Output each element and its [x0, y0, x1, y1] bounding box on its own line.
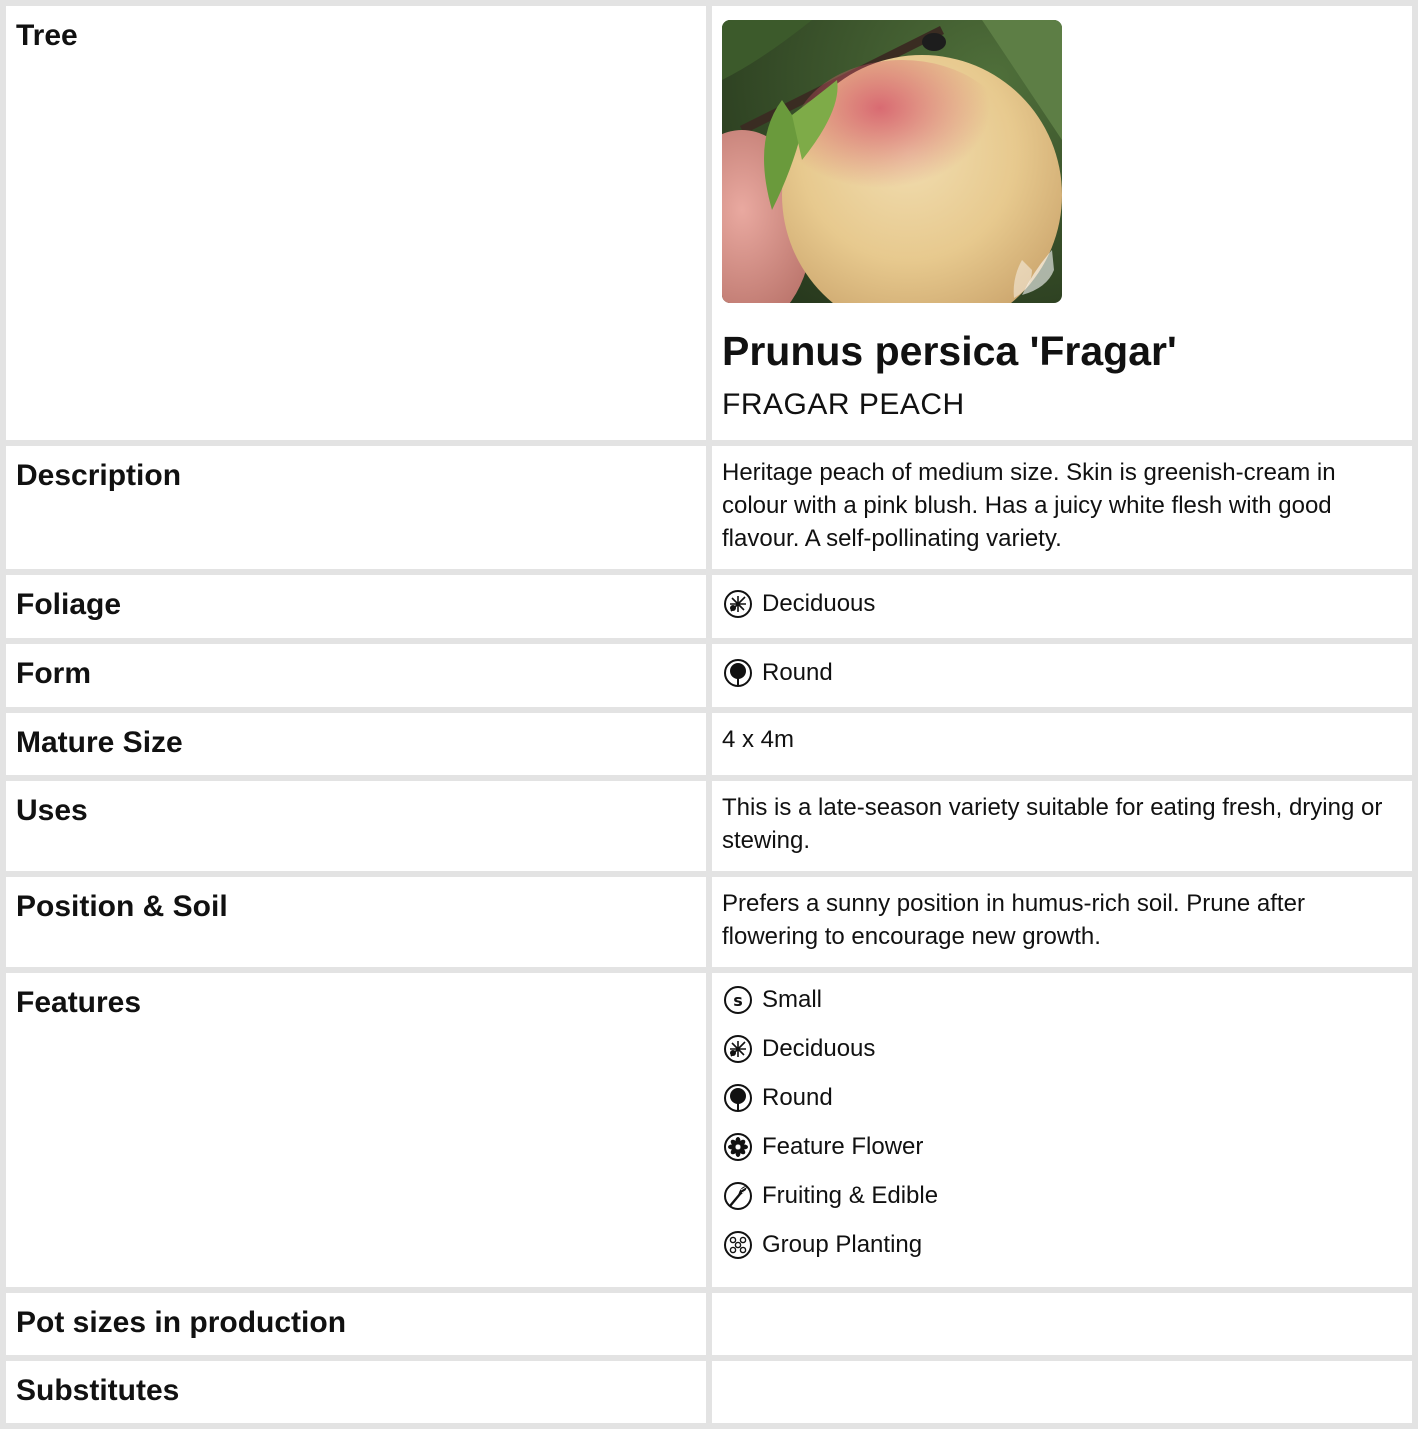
feature-label: Small — [762, 986, 823, 1013]
foliage-value — [722, 587, 1402, 620]
feature-item — [722, 1032, 1402, 1065]
foliage-row — [6, 575, 1412, 638]
features-label-cell — [6, 973, 706, 1287]
uses-text: This is a late-season variety suitable for eating fresh, drying or stewing. — [722, 794, 1383, 854]
features-value-cell — [712, 973, 1412, 1287]
form-value-cell — [712, 644, 1412, 707]
uses-label: Uses — [16, 794, 88, 827]
position-soil-label: Position & Soil — [16, 890, 228, 923]
mature-size-row — [6, 713, 1412, 775]
pot-sizes-value-cell — [712, 1293, 1412, 1355]
foliage-value-text: Deciduous — [762, 590, 876, 617]
feature-item — [722, 1081, 1402, 1114]
fruiting-edible-icon — [722, 1180, 754, 1212]
feature-label: Feature Flower — [762, 1133, 924, 1160]
pot-sizes-label: Pot sizes in production — [16, 1306, 347, 1339]
pot-sizes-row — [6, 1293, 1412, 1355]
svg-text:s: s — [733, 990, 743, 1010]
form-label: Form — [16, 657, 91, 690]
round-icon — [722, 1082, 754, 1114]
description-label: Description — [16, 459, 182, 492]
description-value-cell — [712, 446, 1412, 569]
form-value-text: Round — [762, 659, 833, 686]
group-planting-icon — [722, 1229, 754, 1261]
deciduous-icon — [722, 588, 754, 620]
mature-size-value-cell — [712, 713, 1412, 775]
position-soil-label-cell — [6, 877, 706, 967]
feature-flower-icon — [722, 1131, 754, 1163]
common-name: FRAGAR PEACH — [722, 388, 965, 421]
round-icon — [722, 657, 754, 689]
pot-sizes-label-cell — [6, 1293, 706, 1355]
description-row — [6, 446, 1412, 569]
foliage-value-cell — [712, 575, 1412, 638]
tree-label-cell — [6, 6, 706, 440]
deciduous-icon — [722, 1033, 754, 1065]
substitutes-label-cell — [6, 1361, 706, 1423]
feature-label: Round — [762, 1084, 833, 1111]
form-row — [6, 644, 1412, 707]
feature-item — [722, 1179, 1402, 1212]
feature-label: Group Planting — [762, 1231, 923, 1258]
small-icon — [722, 984, 754, 1016]
plant-photo — [722, 20, 1062, 303]
mature-size-value: 4 x 4m — [722, 726, 795, 753]
feature-label: Deciduous — [762, 1035, 876, 1062]
description-text: Heritage peach of medium size. Skin is greenish-cream in colour with a pink blush. Has a juicy white flesh with good flavour. A self-pollinating variety. — [722, 459, 1336, 552]
substitutes-label: Substitutes — [16, 1374, 180, 1407]
tree-label: Tree — [16, 19, 78, 52]
foliage-label-cell — [6, 575, 706, 638]
substitutes-row — [6, 1361, 1412, 1423]
uses-label-cell — [6, 781, 706, 871]
position-soil-row — [6, 877, 1412, 967]
tree-value-cell — [712, 6, 1412, 440]
feature-item — [722, 1228, 1402, 1261]
uses-value-cell — [712, 781, 1412, 871]
uses-row — [6, 781, 1412, 871]
mature-size-label-cell — [6, 713, 706, 775]
mature-size-label: Mature Size — [16, 726, 183, 759]
foliage-label: Foliage — [16, 588, 122, 621]
features-row — [6, 973, 1412, 1287]
feature-item — [722, 1130, 1402, 1163]
features-label: Features — [16, 986, 142, 1019]
form-value — [722, 656, 1402, 689]
position-soil-text: Prefers a sunny position in humus-rich soil. Prune after flowering to encourage new growth. — [722, 890, 1305, 950]
feature-label: Fruiting & Edible — [762, 1182, 939, 1209]
form-label-cell — [6, 644, 706, 707]
substitutes-value-cell — [712, 1361, 1412, 1423]
description-label-cell — [6, 446, 706, 569]
tree-row — [6, 6, 1412, 440]
feature-item — [722, 983, 1402, 1016]
botanical-name: Prunus persica 'Fragar' — [722, 328, 1177, 374]
peach-photo-image — [722, 20, 1062, 303]
position-soil-value-cell — [712, 877, 1412, 967]
